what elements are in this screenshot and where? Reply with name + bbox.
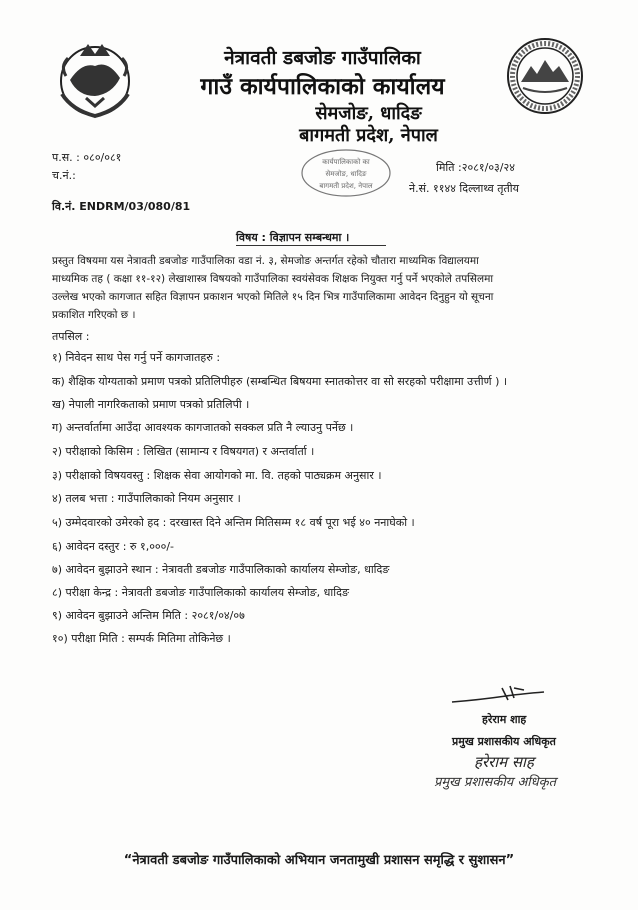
signatory-title: प्रमुख प्रशासकीय अधिकृत bbox=[452, 735, 556, 748]
list-item: ६) आवेदन दस्तुर : रु १,०००/- bbox=[52, 540, 175, 553]
municipality-seal-icon bbox=[505, 36, 585, 116]
body-line-3: उल्लेख भएको कागजात सहित विज्ञापन प्रकाशन भएको मितिले १५ दिन भित्र गाउँपालिकामा आवेदन दिनुहुन यो सूचना bbox=[52, 291, 494, 303]
stamp-line-3: बागमती प्रदेश, नेपाल bbox=[319, 182, 373, 190]
advertisement-number: वि.नं. ENDRM/03/080/81 bbox=[52, 200, 191, 213]
municipality-name: नेत्रावती डबजोङ गाउँपालिका bbox=[224, 47, 421, 69]
dispatch-number: च.नं.: bbox=[52, 169, 76, 182]
letter-number: प.स. : ०८०/०८१ bbox=[52, 151, 122, 164]
list-item: १) निवेदन साथ पेस गर्नु पर्ने कागजातहरु : bbox=[52, 351, 221, 364]
nepal-sambat-date: ने.सं. ११४४ दिल्लाथ्व तृतीय bbox=[409, 182, 519, 195]
handwritten-title: प्रमुख प्रशासकीय अधिकृत bbox=[434, 775, 557, 790]
office-stamp-icon bbox=[300, 148, 392, 198]
list-item: ख) नेपाली नागरिकताको प्रमाण पत्रको प्रतिलिपी । bbox=[52, 398, 250, 411]
stamp-line-2: सेमजोङ, धादिङ bbox=[325, 170, 367, 178]
list-item: ७) आवेदन बुझाउने स्थान : नेत्रावती डबजोङ गाउँपालिकाको कार्यालय सेम्जोङ, धादिङ bbox=[52, 563, 390, 576]
office-location: सेमजोङ, धादिङ bbox=[315, 103, 422, 124]
list-item: क) शैक्षिक योग्यताको प्रमाण पत्रको प्रतिलिपीहरु (सम्बन्धित बिषयमा स्नातकोत्तर वा सो सरहको परीक्षामा उत्तीर्ण ) । bbox=[52, 375, 508, 388]
tapasil-heading: तपसिल : bbox=[52, 330, 90, 343]
footer-slogan: “नेत्रावती डबजोङ गाउँपालिकाको अभियान जनतामुखी प्रशासन समृद्धि र सुशासन” bbox=[123, 853, 515, 868]
signature-mark-icon bbox=[448, 682, 548, 708]
list-item: १०) परीक्षा मिति : सम्पर्क मितिमा तोकिनेछ । bbox=[52, 632, 231, 645]
list-item: ५) उम्मेदवारको उमेरको हद : दरखास्त दिने अन्तिम मितिसम्म १८ वर्ष पूरा भई ४० ननाघेको । bbox=[52, 516, 415, 529]
list-item: ८) परीक्षा केन्द्र : नेत्रावती डबजोङ गाउँपालिकाको कार्यालय सेम्जोङ, धादिङ bbox=[52, 586, 349, 599]
handwritten-name: हरेराम साह bbox=[474, 753, 534, 771]
letter-date: मिति :२०८१/०३/२४ bbox=[436, 161, 515, 174]
stamp-line-1: कार्यपालिकाको का bbox=[322, 158, 370, 166]
list-item: ९) आवेदन बुझाउने अन्तिम मिति : २०८१/०४/०७ bbox=[52, 609, 245, 622]
body-line-1: प्रस्तुत विषयमा यस नेत्रावती डबजोङ गाउँपालिका वडा नं. ३, सेमजोङ अन्तर्गत रहेको चौतारा माध्यमिक विद्यालयमा bbox=[52, 255, 479, 267]
body-line-4: प्रकाशित गरिएको छ । bbox=[52, 309, 136, 321]
letter-subject: विषय : विज्ञापन सम्बन्धमा । bbox=[236, 231, 350, 244]
office-name: गाउँ कार्यपालिकाको कार्यालय bbox=[200, 73, 445, 100]
body-line-2: माध्यमिक तह ( कक्षा ११-१२) लेखाशास्त्र विषयको गाउँपालिका स्वयंसेवक शिक्षक नियुक्त गर्नु पर्ने भएकोले तपसिलमा bbox=[52, 273, 494, 285]
list-item: ४) तलब भत्ता : गाउँपालिकाको नियम अनुसार । bbox=[52, 492, 241, 505]
list-item: ग) अन्तर्वार्तामा आउँदा आवश्यक कागजातको सक्कल प्रति नै ल्याउनु पर्नेछ । bbox=[52, 421, 354, 434]
nepal-emblem-icon bbox=[52, 36, 138, 122]
office-province: बागमती प्रदेश, नेपाल bbox=[299, 125, 438, 146]
subject-underline bbox=[236, 245, 386, 246]
list-item: ३) परीक्षाको विषयवस्तु : शिक्षक सेवा आयोगको मा. वि. तहको पाठ्यक्रम अनुसार । bbox=[52, 469, 382, 482]
list-item: २) परीक्षाको किसिम : लिखित (सामान्य र विषयगत) र अन्तर्वार्ता । bbox=[52, 445, 315, 458]
signatory-name: हरेराम शाह bbox=[482, 713, 527, 726]
